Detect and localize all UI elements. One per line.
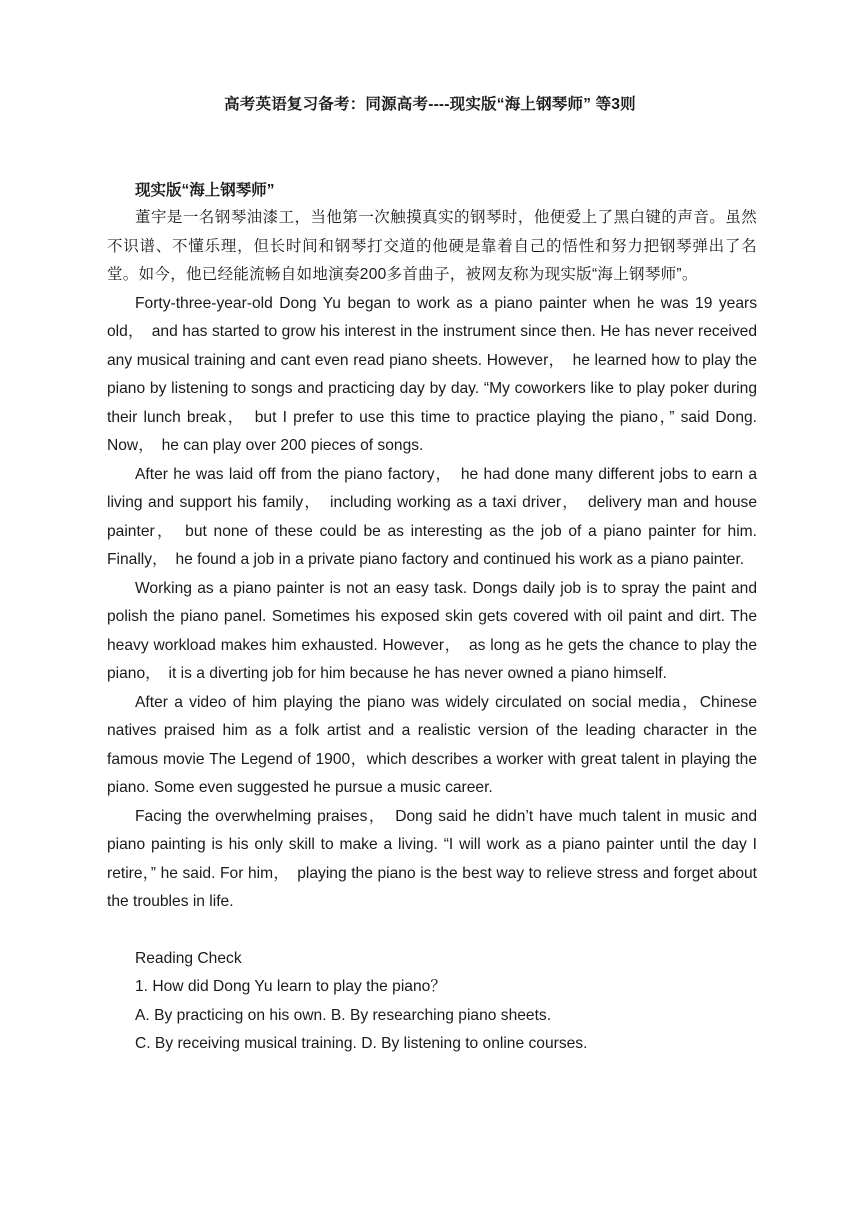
reading-check-section [107, 945, 757, 1059]
answer-options-line: C. By receiving musical training. D. By listening to online courses. [135, 1035, 588, 1052]
article-heading: 现实版“海上钢琴师” [135, 182, 275, 199]
reading-check-heading: Reading Check [135, 949, 242, 967]
article-paragraph: Working as a piano painter is not an easy task. Dongs daily job is to spray the paint and polish the piano panel. Sometimes his exposed skin gets covered with oil paint and dirt. The heavy workload makes him exhausted. However， as long as he gets the chance to play the piano， it is a diverting job for him because he has never owned a piano himself. [107, 579, 757, 682]
article-paragraph: Facing the overwhelming praises， Dong said he didn’t have much talent in music and piano painting is his only skill to make a living. “I will work as a piano painter until the day I retire，” he said. For him， playing the piano is the best way to relieve stress and forget about the troubles in life. [107, 807, 757, 910]
article-paragraph: Forty-three-year-old Dong Yu began to work as a piano painter when he was 19 years old， and has started to grow his interest in the instrument since then. He has never received any musical training and cant even read piano sheets. However， he learned how to play the piano by listening to songs and practicing day by day. “My coworkers like to play poker during their lunch break， but I prefer to use this time to practice playing the piano，” said Dong. Now， he can play over 200 pieces of songs. [107, 294, 757, 454]
section-spacer [107, 917, 757, 945]
article-section [107, 178, 757, 1059]
chinese-summary-paragraph: 董宇是一名钢琴油漆工，当他第一次触摸真实的钢琴时，他便爱上了黑白键的声音。虽然不识谱、不懂乐理，但长时间和钢琴打交道的他硬是靠着自己的悟性和努力把钢琴弹出了名堂。如今，他已经能流畅自如地演奏200多首曲子，被网友称为现实版“海上钢琴师”。 [107, 209, 757, 283]
article-paragraph: After he was laid off from the piano factory， he had done many different jobs to earn a living and support his family， including working as a taxi driver， delivery man and house painter， but none of these could be as interesting as the job of a piano painter for him. Finally， he found a job in a private piano factory and continued his work as a piano painter. [107, 465, 757, 568]
question-text: 1. How did Dong Yu learn to play the piano？ [135, 978, 446, 995]
answer-options-line: A. By practicing on his own. B. By researching piano sheets. [135, 1006, 552, 1024]
article-paragraph: After a video of him playing the piano was widely circulated on social media，Chinese natives praised him as a folk artist and a realistic version of the leading character in the famous movie The Legend of 1900，which describes a worker with great talent in playing the piano. Some even suggested he pursue a music career. [107, 693, 757, 796]
document-title: 高考英语复习备考：同源高考----现实版“海上钢琴师” 等3则 [224, 96, 636, 113]
